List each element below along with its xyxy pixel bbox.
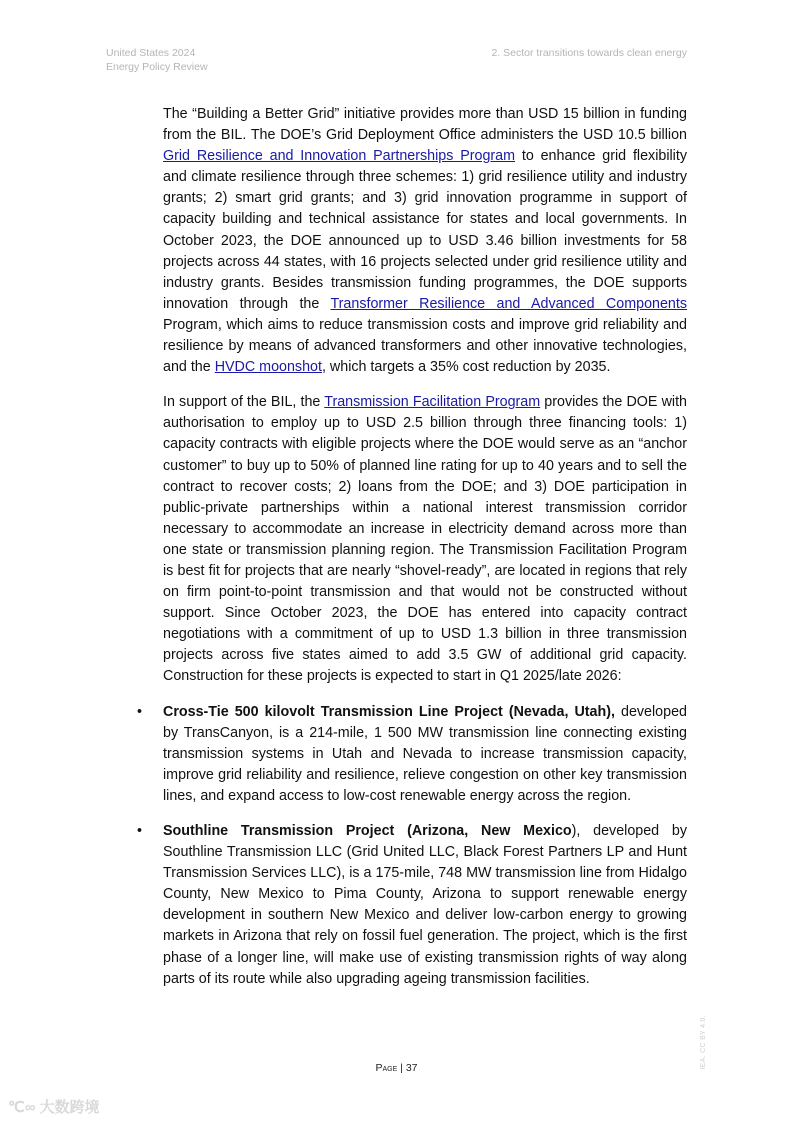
paragraph-text: , which targets a 35% cost reduction by 2035. [321,359,611,376]
paragraph-text: Program, which aims to reduce transmission costs and improve grid reliability and resilience by means of advanced transformers and other innovative technologies, and the [163,316,687,376]
page-separator: | [397,1062,406,1074]
watermark-text: 大数跨境 [39,1099,100,1116]
page-label: Page [375,1062,398,1074]
list-item-southline [137,821,687,990]
running-header-right: 2. Sector transitions towards clean energy [491,47,687,59]
paragraph-text: In support of the BIL, the [163,394,325,411]
page-body [137,104,687,1004]
report-title-line1: United States 2024 [106,47,196,59]
project-description: developed by TransCanyon, is a 214-mile, 1 500 MW transmission line connecting existing transmission systems in Utah and Nevada to increase transmission capacity, improve grid reliability and resilience, relieve congestion on other key transmission lines, and expand access to low-cost renewable energy across the region. [163,703,687,804]
report-title-line2: Energy Policy Review [106,61,208,73]
link-transmission-facilitation-program[interactable]: Transmission Facilitation Program [324,394,541,411]
page-number: 37 [405,1062,418,1074]
paragraph-building-better-grid [163,104,687,378]
project-title: Southline Transmission Project (Arizona, New Mexico [163,823,572,839]
paragraph-text: The “Building a Better Grid” initiative provides more than USD 15 billion in funding from the BIL. The DOE’s Grid Deployment Office administers the USD 10.5 billion [163,106,687,144]
page-footer [0,1062,793,1074]
link-transformer-resilience[interactable]: Transformer Resilience and Advanced Components [330,295,687,312]
project-list [137,702,687,990]
running-header-left [106,46,208,74]
link-hvdc-moonshot[interactable]: HVDC moonshot [214,359,322,376]
watermark [8,1096,100,1117]
license-note: IEA. CC BY 4.0. [700,1015,707,1070]
project-description: ), developed by Southline Transmission LLC (Grid United LLC, Black Forest Partners LP and Hunt Transmission Services LLC), is a 175-mile, 748 MW transmission line from Hidalgo County, New Mexico to Pima County, Arizona to support renewable energy development in southern New Mexico and deliver low-carbon energy to growing markets in Arizona that rely on fossil fuel generation. The project, which is the first phase of a longer line, will make use of existing transmission rights of way along parts of its route while also upgrading ageing transmission facilities. [163,823,687,987]
paragraph-text: to enhance grid flexibility and climate resilience through three schemes: 1) grid resilience utility and industry grants; 2) smart grid grants; and 3) grid innovation programme in support of capacity building and technical assistance for states and local governments. In October 2023, the DOE announced up to USD 3.46 billion investments for 58 projects across 44 states, with 16 projects selected under grid resilience utility and industry grants. Besides transmission funding programmes, the DOE supports innovation through the [163,148,687,312]
watermark-logo-icon: ℃∞ [8,1098,36,1116]
list-item-cross-tie [137,702,687,807]
paragraph-transmission-facilitation [163,392,687,687]
project-title: Cross-Tie 500 kilovolt Transmission Line Project (Nevada, Utah), [163,703,615,720]
bullet-icon: • [137,703,143,720]
link-grid-resilience-program[interactable]: Grid Resilience and Innovation Partnerships Program [163,148,516,165]
paragraph-text: provides the DOE with authorisation to employ up to USD 2.5 billion through three financing tools: 1) capacity contracts with eligible projects where the DOE would serve as an “anchor customer” to buy up to 50% of planned line rating for up to 40 years and to sell the contract to recover costs; 2) loans from the DOE; and 3) DOE participation in public-private partnerships within a national interest transmission corridor necessary to accommodate an increase in electricity demand across more than one state or transmission planning region. The Transmission Facilitation Program is best fit for projects that are nearly “shovel-ready”, are located in regions that rely on firm point-to-point transmission and that would not be constructed without support. Since October 2023, the DOE has entered into capacity contract negotiations with a commitment of up to USD 1.3 billion in three transmission projects across five states aimed to add 3.5 GW of additional grid capacity. Construction for these projects is expected to start in Q1 2025/late 2026: [163,394,687,685]
bullet-icon: • [137,823,143,839]
